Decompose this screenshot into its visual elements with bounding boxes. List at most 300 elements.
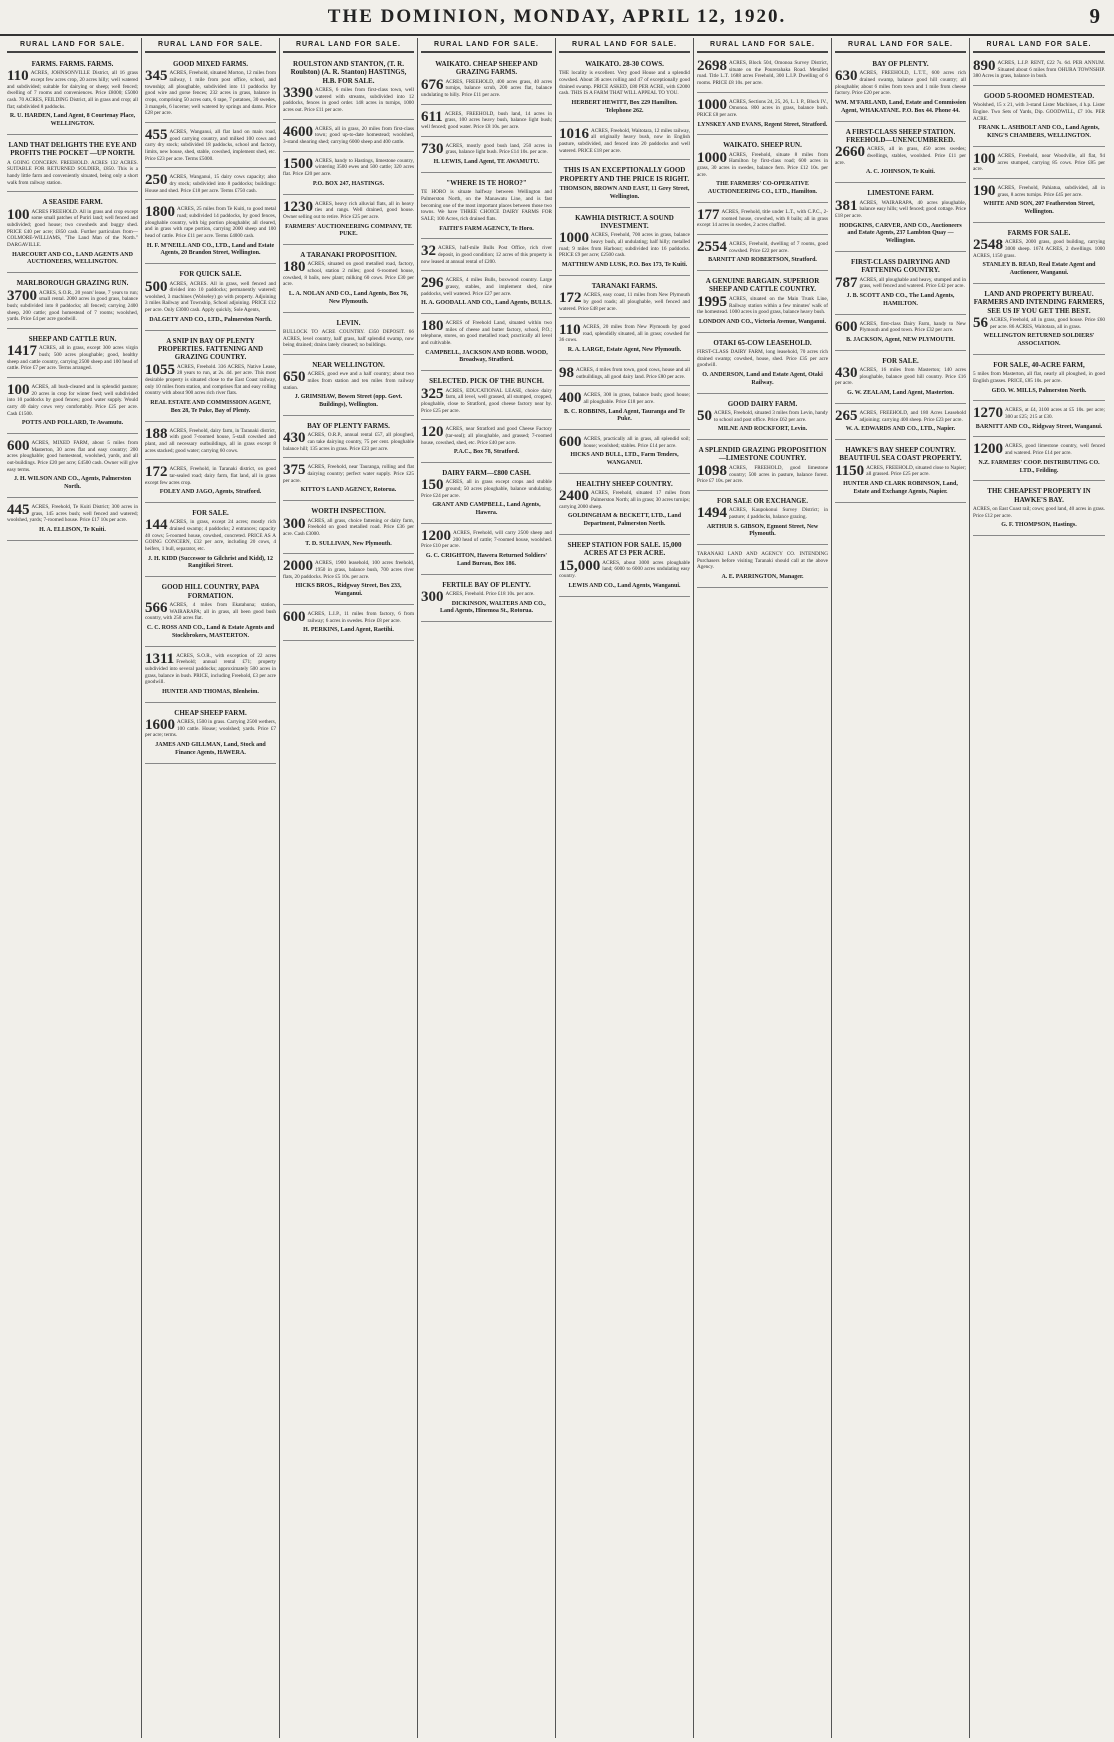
ad-body — [421, 277, 552, 297]
ad-body — [421, 385, 552, 415]
ad-body — [559, 364, 690, 381]
ad-text: ACRES, all ploughable and heavy, stumped and in grass, well fenced and watered. Price £42 per acre. — [859, 276, 966, 290]
classified-ad — [697, 494, 828, 545]
ad-acreage: 100 — [973, 150, 996, 167]
ad-acreage: 2548 — [973, 237, 1003, 254]
classified-ad — [559, 211, 690, 276]
ad-heading: SHEEP AND CATTLE RUN. — [28, 334, 117, 343]
ad-acreage: 1494 — [697, 505, 727, 522]
ad-acreage: 177 — [697, 207, 720, 223]
ad-text: ACRES, Freehold, Te Kuiti District; 300 acres in grass, 145 acres bush; well fenced and watered; woolshed, yards; 7-roomed house. Price £17 10s per acre. — [7, 503, 138, 524]
column-1 — [4, 38, 142, 1738]
classified-ad — [283, 504, 414, 554]
ad-acreage: 600 — [835, 318, 858, 335]
ad-heading: GOOD 5-ROOMED HOMESTEAD. — [983, 91, 1095, 100]
ad-body — [835, 146, 966, 166]
ad-acreage: 1000 — [697, 96, 727, 113]
ad-body — [835, 197, 966, 220]
ad-acreage: 676 — [421, 76, 444, 93]
classified-ad — [559, 279, 690, 318]
ad-heading: FARMS. FARMS. FARMS. — [31, 60, 114, 68]
ad-acreage: 1055 — [145, 361, 175, 378]
ad-acreage: 345 — [145, 68, 168, 85]
ad-body — [283, 608, 414, 625]
ad-body — [283, 464, 414, 484]
ad-agent: JAMES AND GILLMAN, Land, Stock and Finance Agents, HAWERA. — [155, 742, 266, 756]
ad-heading: SELECTED. PICK OF THE BUNCH. — [429, 377, 544, 386]
ad-agent: A. C. JOHNSON, Te Kuiti. — [865, 169, 935, 176]
column-heading: RURAL LAND FOR SALE. — [559, 38, 690, 53]
ad-body — [283, 155, 414, 178]
classified-ad — [973, 484, 1105, 536]
ad-agent: LONDON AND CO., Victoria Avenue, Wanganui. — [699, 318, 826, 325]
ad-text: ACRES, good ewe and a half country; about two miles from station and ten miles from railway station. — [283, 371, 414, 391]
ad-heading: DAIRY FARM—£800 CASH. — [442, 469, 531, 478]
ad-heading: FIRST-CLASS DAIRYING AND FATTENING COUNTRY. — [850, 257, 951, 275]
ad-heading: A SEASIDE FARM. — [42, 198, 103, 207]
ad-text: ACRES, about 3000 acres ploughable land; 6000 to 6000 acres undulating easy country. — [559, 559, 690, 580]
ad-text: ACRES, Freehold, Waitotara, 12 miles railway, all originally heavy bush, now in English pasture, subdivided, and fenced into 20 paddocks and well watered. PRICE £18 per acre. — [559, 127, 690, 154]
ad-text: ACRES, FREEHOLD, good limestone country; 500 acres in pasture, balance forest. Price £7 10s. per acre. — [697, 464, 828, 485]
classified-ad — [7, 195, 138, 273]
ad-agent: H. F. M'NEILL AND CO., LTD., Land and Estate Agents, 20 Brandon Street, Wellington. — [146, 242, 275, 257]
ad-text: ACRES, situated on the Main Trunk Line, Railway station within a few minutes' walk of the homestead. 1000 acres in good grass, balance heavy bush. — [697, 295, 828, 316]
ad-agent: REAL ESTATE AND COMMISSION AGENT, Box 28, Te Puke, Bay of Plenty. — [150, 400, 271, 414]
ad-agent: A. E. PARRINGTON, Manager. — [721, 574, 804, 581]
ad-body — [7, 345, 138, 372]
ad-acreage: 1016 — [559, 125, 589, 142]
ad-body — [973, 150, 1105, 173]
ad-heading: LEVIN. — [336, 318, 361, 327]
ad-acreage: 172 — [559, 290, 582, 307]
classified-ad — [145, 650, 276, 703]
ad-agent: FARMERS' AUCTIONEERING COMPANY, TE PUKE. — [285, 223, 412, 238]
ad-heading: OTAKI 65-COW LEASEHOLD. — [713, 338, 812, 347]
classified-ad — [283, 358, 414, 416]
ad-body — [421, 140, 552, 157]
ad-agent: CAMPBELL, JACKSON AND ROBB. WOOD, Broadway, Stratford. — [425, 349, 548, 364]
ad-acreage: 4600 — [283, 123, 313, 140]
ad-agent: WM. M'FARLAND, Land, Estate and Commission Agent, WHAKATANE. P.O. Box 44. Phone 44. — [835, 100, 966, 114]
ad-heading: LAND THAT DELIGHTS THE EYE AND PROFITS THE POCKET —UP NORTH. — [8, 140, 137, 158]
ad-body — [559, 392, 690, 405]
classified-ad — [283, 248, 414, 313]
ad-agent: WHITE AND SON, 207 Featherston Street, Wellington. — [983, 201, 1095, 215]
ad-agent: FAITH'S FARM AGENCY, Te Horo. — [439, 225, 534, 232]
classified-ad — [7, 57, 138, 135]
ad-heading: BAY OF PLENTY. — [872, 60, 929, 68]
column-8 — [970, 38, 1108, 1738]
column-5 — [556, 38, 694, 1738]
ad-agent: G. F. THOMPSON, Hastings. — [1001, 522, 1077, 529]
ad-text: ACRES, in grass, except 24 acres; mostly rich drained swamp; 4 paddocks; 2 entrances; capacity 40 cows; 5-roomed house, cowshed, concreted. PRICE AS A GOING CONCERN, £32 per acre, including 20 cows, 4 heifers, 1 bull, separator, etc. — [145, 519, 276, 553]
ad-acreage: 1000 — [697, 149, 727, 166]
ad-acreage: 1995 — [697, 293, 727, 310]
ad-acreage: 1098 — [697, 462, 727, 479]
ad-heading: NEAR WELLINGTON. — [312, 361, 385, 370]
classified-ad — [421, 176, 552, 239]
ad-acreage: 600 — [559, 434, 582, 451]
ad-text: ACRES, Freehold, in Taranaki district, on good tar-sealed road; dairy farm, flat land, all in grass except few acres crop. — [145, 466, 276, 486]
ad-text: ACRES, easy coast, 11 miles from New Plymouth by good roads; all ploughable, well fenced and watered. Price £48 per acre. — [559, 292, 690, 312]
ad-text: ACRES, FREEHOLD, 400 acres grass, 40 acres turnips, balance scrub, 200 acres flat, balance undulating to hilly. Price £11 per acre. — [421, 78, 552, 99]
ad-acreage: 890 — [973, 58, 996, 74]
ad-body — [7, 287, 138, 323]
ad-text: FIRST-CLASS DAIRY FARM, long leasehold, 70 acres rich drained swamp; cowshed, house, shed. Price £35 per acre goodwill. — [697, 349, 828, 369]
classified-ad — [697, 96, 828, 136]
ad-body — [559, 490, 690, 510]
ad-acreage: 400 — [559, 390, 582, 407]
ad-agent: P.A.C., Box 78, Stratford. — [453, 449, 520, 456]
classified-ad — [145, 203, 276, 264]
classified-ad — [283, 461, 414, 501]
ad-body — [835, 274, 966, 291]
ad-agent: H. PERKINS, Land Agent, Raetihi. — [303, 627, 394, 634]
ad-acreage: 190 — [973, 182, 996, 199]
ad-text: ACRES, 1500 in grass. Carrying 2500 wethers, 100 cattle. House; woolshed; yards. Price £7 per acre; terms. — [145, 719, 276, 739]
ad-text: ACRES, Freehold, title under L.T., with C.P.C., 2-roomed house, cowshed, with 8 bails; all in grass except 14 acres in swedes, 2 acres chaffed. — [697, 209, 828, 229]
ad-heading: A SPLENDID GRAZING PROPOSITION —LIMESTONE COUNTRY. — [698, 446, 827, 463]
classified-ad — [559, 57, 690, 122]
classified-ad — [7, 381, 138, 434]
ad-text: ACRES, 2000 grass, good building, carrying 3000 sheep. 1674 ACRES, 2 dwellings. 1000 ACRES, 1150 grass. — [973, 239, 1105, 259]
ad-acreage: 180 — [283, 259, 306, 276]
ad-body — [559, 557, 690, 580]
ad-acreage: 2000 — [283, 558, 313, 575]
ad-body — [973, 239, 1105, 259]
ad-body — [697, 462, 828, 485]
classified-ad — [421, 274, 552, 314]
classified-ad — [697, 57, 828, 93]
ad-body — [7, 70, 138, 110]
ad-heading: A GENUINE BARGAIN. SUPERIOR SHEEP AND CATTLE COUNTRY. — [705, 277, 820, 294]
ad-text: ACRES, Freehold. Price £18 10s. per acre. — [445, 590, 535, 597]
ad-body — [835, 367, 966, 387]
classified-ad — [145, 506, 276, 577]
ad-agent: J. H. KIDD (Successor to Gilchrist and Kidd), 12 Rangitikei Street. — [147, 555, 274, 570]
ad-body — [421, 108, 552, 131]
ad-body — [973, 182, 1105, 199]
classified-ad — [145, 267, 276, 330]
ad-agent: L. A. NOLAN AND CO., Land Agents, Box 76, New Plymouth. — [288, 291, 409, 305]
ad-text: ACRES, Freehold, situated 17 miles from Palmerston North; all in grass; 30 acres turnips; carrying 2000 sheep. — [559, 490, 690, 510]
ad-text: ACRES, at £4, 3100 acres at £5 10s. per acre; 300 at £25; 215 at £30. — [1005, 407, 1105, 420]
ad-body — [697, 60, 828, 87]
ad-acreage: 1500 — [283, 155, 313, 172]
ad-acreage: 325 — [421, 385, 444, 402]
classified-ad — [145, 126, 276, 168]
column-6 — [694, 38, 832, 1738]
ad-heading: LIMESTONE FARM. — [867, 189, 934, 198]
ad-agent: R. U. HARDEN, Land Agent, 8 Courtenay Place, WELLINGTON. — [9, 113, 136, 128]
ad-acreage: 2400 — [559, 488, 589, 505]
ad-text: ACRES, 6 miles from first-class town, well watered with streams, subdivided into 12 paddocks, fences in good order. 148 acres in turnips, 1000 acres out. Price £11 per acre. — [283, 87, 414, 114]
ad-body — [7, 381, 138, 417]
ad-acreage: 730 — [421, 140, 444, 157]
ad-body — [697, 551, 828, 571]
ad-acreage: 1311 — [145, 650, 175, 667]
ad-text: ACRES, Freehold, dairy farm, in Taranaki district, with good 7-roomed house, 5-stall cowshed and plant, and all necessary outbuildings, all in grass except 8 acres stacked; good water; carrying 60 cows. — [145, 427, 276, 454]
ad-heading: SHEEP STATION FOR SALE. 15,000 ACRES AT £3 PER ACRE. — [567, 541, 682, 558]
ad-text: ACRES, handy to Hastings, limestone country, wintering 3500 ewes and 500 cattle; 320 acres flat. Price £20 per acre. — [283, 157, 414, 178]
ad-acreage: 650 — [283, 369, 306, 386]
classified-ad — [421, 527, 552, 575]
ad-heading: HEALTHY SHEEP COUNTRY. — [576, 480, 673, 489]
ad-body — [283, 560, 414, 580]
ad-text: ACRES, O.R.P., annual rental £57, all ploughed, can take dairying country, 75 per cent. ploughable balance hill; 135 acres in grass. Price £23 per acre. — [283, 432, 414, 452]
ad-acreage: 110 — [7, 68, 29, 85]
ad-text: ACRES, good limestone country, well fenced and watered. Price £14 per acre. — [1005, 443, 1105, 457]
classified-ad — [973, 182, 1105, 223]
classified-ad — [559, 389, 690, 430]
ad-text: ACRES FREEHOLD. All in grass and crop except some small patches of Puriri land; well fenced and subdivided; good house; two cowsheds and buggy shed. PRICE £40 per acre; £850 cash. Further particulars from— COLMORE-WILLIAMS, "The Land Man of the North." DARGAVILLE. — [7, 208, 138, 248]
ad-acreage: 32 — [421, 243, 436, 260]
classified-ad — [145, 425, 276, 461]
ad-body — [697, 507, 828, 520]
ad-body — [7, 501, 138, 524]
ad-body — [697, 149, 828, 179]
ad-acreage: 180 — [421, 318, 444, 335]
ad-heading: KAWHIA DISTRICT. A SOUND INVESTMENT. — [575, 213, 674, 230]
ad-text: ACRES, mostly good bush land, 250 acres in grass, balance light bush. Price £14 10s. per acre. — [445, 142, 552, 156]
ad-text: TE HORO is situate halfway between Wellington and Palmerston North, on the Manawatu Line, and is fast becoming one of the most important places between those two towns. We have THREE CHOICE DAIRY FARMS FOR SALE; 100 Acres, rich drained flats. — [421, 189, 552, 222]
ad-text: ACRES of Freehold Land, situated within two miles of cheese and butter factory, school, P.O.; telephone, stores, on good metalled road; practically all level and cultivable. — [421, 320, 552, 346]
classified-ad — [283, 608, 414, 641]
ad-body — [973, 371, 1105, 384]
ad-text: ACRES, 1900 leasehold, 100 acres freehold, 1950 in grass, balance bush, 700 acres river flats, 20 paddocks. Price £5 10s. per acre. — [283, 560, 414, 580]
ad-agent: GRANT AND CAMPBELL, Land Agents, Hawera. — [432, 502, 541, 517]
ad-heading: A TARANAKI PROPOSITION. — [300, 251, 397, 260]
ad-heading: FERTILE BAY OF PLENTY. — [442, 580, 531, 589]
classified-ad — [421, 578, 552, 623]
ad-text: ACRES, all in grass, 450 acres swedes; dwellings, stables, woolshed. Price £11 per acre. — [835, 146, 966, 166]
ad-agent: HERBERT HEWITT, Box 229 Hamilton. Telephone 262. — [571, 100, 678, 114]
ad-acreage: 300 — [421, 588, 444, 605]
ad-agent: T. D. SULLIVAN, New Plymouth. — [305, 540, 392, 547]
ad-acreage: 630 — [835, 68, 858, 85]
classified-ad — [283, 123, 414, 152]
classified-ad — [7, 138, 138, 192]
ad-acreage: 430 — [835, 365, 858, 382]
ad-body — [145, 206, 276, 239]
ad-text: ACRES, Freehold. 336 ACRES, Native Lease, 28 years to run, at 2s. 4d. per acre. This most desirable property is situated close to the East Coast railway, only 10 miles from station, and comprises flat and easy rolling country with about 900 acres rich river flats. — [145, 363, 276, 397]
classified-ad — [145, 580, 276, 646]
ad-body — [7, 160, 138, 187]
column-heading: RURAL LAND FOR SALE. — [7, 38, 138, 53]
ad-acreage: 787 — [835, 274, 858, 291]
ad-acreage: 250 — [145, 172, 168, 189]
classified-ad — [145, 463, 276, 503]
ad-body — [421, 245, 552, 265]
classified-ad — [697, 548, 828, 588]
classified-ad — [421, 57, 552, 105]
classified-ad — [283, 419, 414, 458]
ad-body — [145, 650, 276, 686]
ad-text: ACRES, EDUCATIONAL LEASE, choice dairy farm, all level, well grassed, all stumped, cropped, ploughable, close to Stratford, good cheese factory near by. Price £25 per acre. — [421, 387, 552, 414]
column-heading: RURAL LAND FOR SALE. — [973, 38, 1105, 53]
ad-heading: FARMS FOR SALE. — [1007, 228, 1071, 237]
classified-ad — [835, 318, 966, 351]
ad-agent: ARTHUR S. GIBSON, Egmont Street, New Plymouth. — [706, 523, 819, 538]
classified-ad — [559, 477, 690, 535]
ad-acreage: 110 — [559, 322, 581, 339]
classified-ad — [835, 125, 966, 184]
ad-body — [421, 189, 552, 222]
classified-ad — [559, 433, 690, 474]
classified-ad — [973, 57, 1105, 86]
classified-ad — [7, 332, 138, 378]
ad-text: ACRES, 4 miles from town, good cows, house and all outbuildings, all good dairy land. Price £80 per acre. — [576, 366, 690, 380]
ad-text: ACRES, S.O.R., with exception of 22 acres Freehold; annual rental £71; property subdivided into several paddocks; approximately 500 acres in grass, balance in bush. PRICE, including Freehold, £3 per acre goodwill. — [145, 652, 276, 686]
ad-agent: O. ANDERSON, Land and Estate Agent, Otaki Railway. — [702, 371, 823, 386]
ad-body — [145, 70, 276, 117]
ad-text: ACRES, all grass, choice fattening or dairy farm, Freehold on good metalled road. Price £36 per acre. Cash £3000. — [283, 517, 414, 537]
ad-acreage: 3700 — [7, 287, 37, 304]
ad-agent: HUNTER AND THOMAS, Blenheim. — [162, 688, 259, 695]
ad-body — [145, 719, 276, 739]
classified-ad — [835, 407, 966, 440]
ad-text: ACRES, MIXED FARM, about 5 miles from Masterton, 30 acres flat and easy country; 200 acres ploughable; good homestead, woolshed, yards, and all out-buildings. Price £20 per acre; £4500 cash. Owner will give easy terms. — [7, 440, 138, 473]
ad-body — [145, 602, 276, 622]
ad-heading: CHEAP SHEEP FARM. — [174, 708, 247, 717]
ad-acreage: 120 — [421, 424, 444, 441]
ad-acreage: 300 — [283, 515, 306, 532]
ad-agent: BARNITT AND ROBERTSON, Stratford. — [708, 257, 817, 264]
ad-heading: FOR SALE. — [192, 509, 229, 518]
classified-ad — [973, 89, 1105, 147]
ad-text: ACRES, all in grass, 20 miles from first-class town; good up-to-date homestead; woolshed, 3-stand shearing shed; carrying 6000 sheep and 400 cattle. — [283, 125, 414, 146]
classified-ad — [145, 57, 276, 123]
ad-heading: WAIKATO. 28-30 COWS. — [585, 60, 664, 68]
ad-text: ACRES, S.O.R., 20 years' lease, 7 years to run; small rental. 2000 acres in good grass, balance bush; subdivided into 8 paddocks; all fenced; carrying 2400 sheep, 200 cattle; good homestead of 7 rooms; woolshed, yards. Price £4 per acre goodwill. — [7, 289, 138, 323]
ad-text: ACRES, 4 miles from Ekatahuna; station, WAIRARAPA; all in grass, all been good bush country, with 250 acres flat. — [145, 602, 276, 622]
ad-body — [697, 293, 828, 316]
classified-columns — [4, 38, 1110, 1738]
ad-text: ACRES, Wanganui, 15 dairy cows capacity; also dry stock; subdivided into 8 paddocks; buildings: House and shed. Price £18 per acre. Terms £750 cash. — [145, 174, 276, 194]
classified-ad — [421, 423, 552, 463]
ad-text: ACRES, heavy rich alluvial flats, all in heavy ties and rangs. Well drained, good house. Owner selling out to retire. Price £25 per acre. — [283, 200, 414, 220]
classified-ad — [421, 466, 552, 524]
ad-body — [421, 320, 552, 347]
ad-acreage: 611 — [421, 108, 443, 125]
classified-ad — [835, 186, 966, 252]
ad-text: TARANAKI LAND AND AGENCY CO. INTENDING Purchasers before visiting Taranaki should call at the above Agency. — [697, 551, 828, 571]
ad-acreage: 1150 — [835, 462, 865, 479]
classified-ad — [697, 238, 828, 271]
ad-text: ACRES, Freehold, will carry 2500 sheep and 200 head of cattle; 7-roomed house, woolshed. Price £10 per acre. — [421, 529, 552, 550]
ad-body — [697, 96, 828, 119]
ad-body — [7, 440, 138, 473]
ad-body — [283, 515, 414, 538]
ad-body — [559, 125, 690, 155]
ad-agent: HODGKINS, CARVER, AND CO., Auctioneers and Estate Agents, 237 Lambton Quay — Wellington. — [839, 222, 962, 245]
classified-ad — [973, 287, 1105, 355]
ad-text: THE locality is excellent. Very good House and a splendid cowshed. About 36 acres rolling and 47 of exceptionally good drained swamp. PRICE ASKED, £80 PER ACRE, with £2000 cash. THIS IS A FARM THAT WILL APPEAL TO YOU. — [559, 70, 690, 97]
classified-ad — [697, 336, 828, 394]
ad-body — [145, 519, 276, 552]
ad-heading: TARANAKI FARMS. — [591, 281, 658, 290]
ad-acreage: 1270 — [973, 405, 1003, 422]
ad-text: ACRES, situated on good metalled road, factory, school, station 2 miles; good 6-roomed house, cowshed, 8 bails, new plant; milking 60 cows. Price £30 per acre. — [283, 261, 414, 288]
ad-body — [559, 232, 690, 259]
column-heading: RURAL LAND FOR SALE. — [421, 38, 552, 53]
classified-ad — [835, 443, 966, 503]
ad-acreage: 1000 — [559, 230, 589, 247]
classified-ad — [835, 255, 966, 315]
ad-agent: POTTS AND POLLARD, Te Awamutu. — [21, 420, 124, 427]
column-heading: RURAL LAND FOR SALE. — [835, 38, 966, 53]
ad-heading: WAIKATO. SHEEP RUN. — [723, 141, 802, 150]
ad-acreage: 500 — [145, 278, 168, 295]
classified-ad — [145, 706, 276, 764]
ad-text: ACRES, FREEHOLD, L.T.T., 600 acres rich drained swamp, balance good hill country; all ploughable; about 6 miles from town and 1 mile from cheese factory. Price £20 per acre. — [835, 70, 966, 97]
ad-agent: C. C. ROSS AND CO., Land & Estate Agents and Stockbrokers, MASTERTON. — [146, 625, 275, 639]
ad-body — [145, 361, 276, 397]
ad-text: ACRES, L.I.P., 11 miles from factory, 6 from railway; 6 acres in swedes. Price £8 per acre. — [307, 610, 414, 624]
ad-body — [559, 436, 690, 449]
classified-ad — [697, 443, 828, 491]
ad-agent: H. A. GOODALL AND CO., Land Agents, BULLS. — [421, 300, 552, 307]
ad-acreage: 172 — [145, 464, 168, 481]
ad-agent: H. A. ELLISON, Te Kuiti. — [39, 526, 106, 533]
classified-ad — [421, 140, 552, 173]
ad-heading: MARLBOROUGH GRAZING RUN. — [16, 279, 129, 288]
ad-agent: W. A. EDWARDS AND CO., LTD., Napier. — [845, 426, 956, 433]
ad-text: ACRES, Freehold, situated Morton, 12 miles from railway, 1 mile from post office, school, and township; all ploughable, subdivided into 11 paddocks by good wire and gorse fences; 232 acres in grass, balance in crops, comprising 50 acres oats, 6 rape, 7 potatoes, 30 swedes, 3 mangels, 6 lucerne; well watered by springs and dams. Price £28 per acre. — [145, 70, 276, 117]
ad-heading: GOOD DAIRY FARM. — [727, 399, 798, 408]
ad-text: ACRES, half-mile Bulls Post Office, rich river deposit, in good condition; 12 acres of this property is now leased at annual rental of £200. — [421, 245, 552, 265]
ad-text: ACRES, all bush-cleared and in splendid pasture; 20 acres in crop for winter feed; well subdivided into 10 paddocks by good fences; good water supply. Would carry 40 dairy cows very comfortably. Price £25 per acre. Cash £1500. — [7, 383, 138, 417]
ad-text: ACRES, Block 504, Omonoa Survey District, situate on the Pourerahaka Road. Metalled road. Title L.T. 1688 acres Freehold, 300 L.I.P. Dwelling of 6 rooms. PRICE £8 10s. per acre. — [697, 60, 828, 86]
ad-acreage: 1200 — [973, 441, 1003, 458]
ad-agent: MATTHEW AND LUSK, P.O. Box 173, Te Kuiti. — [561, 262, 688, 269]
ad-text: BULLOCK TO ACRE COUNTRY. £350 DEPOSIT. 66 ACRES, level country, half grass, half splendid swamp, now being drained; drains lately cleaned; no buildings. — [283, 329, 414, 349]
ad-text: ACRES, Sections 24, 25, 26, L. I. P., Block IV., Omonoa. 800 acres in grass, balance bush. PRICE £8 per acre. — [697, 98, 828, 118]
ad-agent: KITTO'S LAND AGENCY, Rotorua. — [300, 487, 397, 494]
ad-heading: HAWKE'S BAY SHEEP COUNTRY. BEAUTIFUL SEA COAST PROPERTY. — [839, 445, 962, 463]
classified-ad — [697, 138, 828, 203]
ad-agent: HARCOURT AND CO., LAND AGENTS AND AUCTIONEERS, WELLINGTON. — [12, 251, 133, 266]
ad-agent: FOLEY AND JAGO, Agents, Stratford. — [159, 489, 262, 496]
ad-body — [421, 527, 552, 550]
ad-text: ACRES, Freehold, Pahiatua, subdivided, all in grass, 8 acres turnips. Price £45 per acre. — [997, 184, 1105, 198]
classified-ad — [559, 125, 690, 161]
ad-text: ACRES, 20 miles from New Plymouth by good road, splendidly situated, all in grass; cowshed for 36 cows. — [559, 324, 690, 344]
ad-text: ACRES, Freehold, all in grass, good house. Price £60 per acre. 86 ACRES, Waitotara, all in grass. — [990, 316, 1105, 330]
ad-agent: B. JACKSON, Agent, NEW PLYMOUTH. — [846, 336, 955, 343]
ad-agent: HUNTER AND CLARK ROBINSON, Land, Estate and Exchange Agents, Napier. — [843, 481, 958, 495]
ad-acreage: 381 — [835, 197, 858, 214]
ad-body — [7, 206, 138, 249]
ad-text: ACRES, 25 miles from Te Kuiti, to good metal road; subdivided 14 paddocks, by good fences, ploughable country, with big portion ploughable; all cleared, and in grass with rape portion, carrying 2000 sheep and 100 head of cattle. Price £11 per acre. Terms £4000 cash. — [145, 206, 276, 239]
ad-text: ACRES, Wanganui, all flat land on main road, good carrying country, and milked 100 cows and carry dry stock; subdivided 18 paddocks, school and factory, limits, new house, shed, stable, cowshed, implement shed, etc. Price £23 per acre. Terms £5000. — [145, 128, 276, 162]
ad-body — [973, 102, 1105, 122]
ad-body — [559, 70, 690, 97]
classified-ad — [283, 198, 414, 246]
ad-heading: LAND AND PROPERTY BUREAU. FARMERS AND INTENDING FARMERS, SEE US IF YOU GET THE BEST. — [973, 289, 1105, 315]
ad-heading: "WHERE IS TE HORO?" — [446, 178, 527, 187]
ad-agent: THE FARMERS' CO-OPERATIVE AUCTIONEERING CO., LTD., Hamilton. — [707, 181, 818, 196]
ad-agent: J. B. SCOTT AND CO., The Land Agents, HAMILTON. — [846, 293, 955, 307]
ad-body — [283, 432, 414, 452]
ad-body — [283, 123, 414, 146]
column-4 — [418, 38, 556, 1738]
ad-text: ACRES, Freehold, near Woodville, all flat, 94 acres stumped, carrying 85 cows. Price £85 per acre. — [973, 152, 1105, 173]
classified-ad — [973, 440, 1105, 481]
ad-body — [697, 238, 828, 255]
ad-body — [421, 588, 552, 605]
column-heading: RURAL LAND FOR SALE. — [145, 38, 276, 53]
